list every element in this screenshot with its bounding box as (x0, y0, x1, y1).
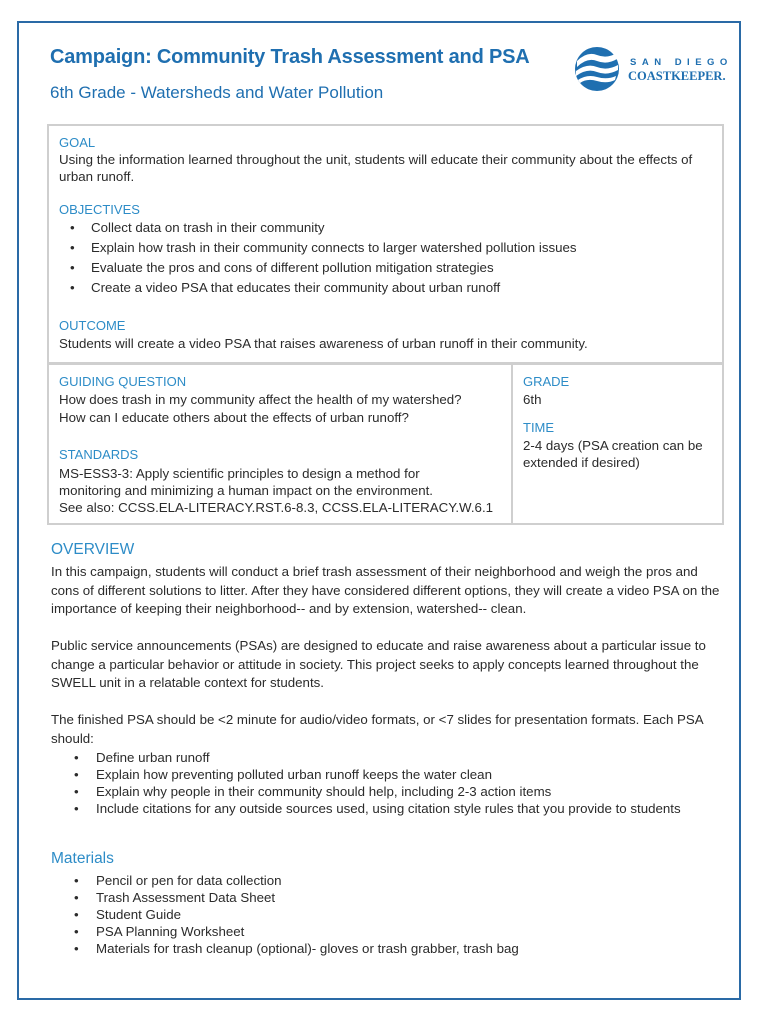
list-item: • Evaluate the pros and cons of different pollution mitigation strategies (91, 258, 712, 278)
objectives-list (59, 218, 712, 298)
logo-text-top: SAN DIEGO (630, 57, 733, 68)
page-title: Campaign: Community Trash Assessment and PSA (50, 46, 530, 68)
objectives-label: OBJECTIVES (59, 202, 140, 217)
list-item: • Define urban runoff (96, 749, 736, 766)
list-item: • Pencil or pen for data collection (96, 872, 723, 889)
outcome-text: Students will create a video PSA that raises awareness of urban runoff in their community. (59, 336, 588, 351)
list-item: • Explain why people in their community should help, including 2-3 action items (96, 783, 736, 800)
time-value: 2-4 days (PSA creation can be extended if desired) (523, 438, 703, 470)
coastkeeper-logo (572, 45, 733, 93)
standards-line: See also: CCSS.ELA-LITERACY.RST.6-8.3, CCSS.ELA-LITERACY.W.6.1 (59, 500, 494, 515)
grade-time-box (511, 363, 724, 525)
list-item: • PSA Planning Worksheet (96, 923, 723, 940)
guiding-question-line: How can I educate others about the effects of urban runoff? (59, 410, 409, 425)
list-item: • Create a video PSA that educates their community about urban runoff (91, 278, 712, 298)
materials-list (51, 872, 723, 957)
list-item: • Materials for trash cleanup (optional)- gloves or trash grabber, trash bag (96, 940, 723, 957)
guiding-question-label: GUIDING QUESTION (59, 374, 187, 389)
grade-value: 6th (523, 392, 542, 407)
standards-label: STANDARDS (59, 447, 139, 462)
psa-requirements (51, 749, 723, 817)
overview-paragraph: The finished PSA should be <2 minute for audio/video formats, or <7 slides for presentation formats. Each PSA should: (51, 712, 703, 746)
overview-heading: OVERVIEW (51, 541, 135, 558)
page-subtitle: 6th Grade - Watersheds and Water Pollution (50, 83, 384, 102)
guiding-question-box (47, 363, 513, 525)
outcome-label: OUTCOME (59, 318, 126, 333)
list-item: • Include citations for any outside sources used, using citation style rules that you provide to students (96, 800, 736, 817)
logo-text-bottom: COASTKEEPER. (628, 69, 726, 83)
time-label: TIME (523, 420, 555, 435)
list-item: • Explain how preventing polluted urban runoff keeps the water clean (96, 766, 736, 783)
list-item: • Trash Assessment Data Sheet (96, 889, 723, 906)
overview-paragraph: In this campaign, students will conduct a brief trash assessment of their neighborhood and weigh the pros and cons of different solutions to litter. After they have considered different options, they will create a video PSA on the importance of keeping their neighborhood-- and by extension, watershed-- clean. (51, 564, 720, 616)
overview-paragraph: Public service announcements (PSAs) are designed to educate and raise awareness about a particular issue to change a particular behavior or attitude in society. This project seeks to apply concepts learned throughout the SWELL unit in a relatable context for students. (51, 638, 706, 690)
materials-heading: Materials (51, 850, 114, 867)
list-item: • Student Guide (96, 906, 723, 923)
goal-label: GOAL (59, 135, 96, 150)
wave-logo-icon (572, 45, 622, 93)
goal-box (47, 124, 724, 364)
standards-line: monitoring and minimizing a human impact on the environment. (59, 483, 433, 498)
list-item: • Collect data on trash in their community (91, 218, 712, 238)
grade-label: GRADE (523, 374, 570, 389)
goal-text: Using the information learned throughout the unit, students will educate their community about the effects of urban runoff. (59, 152, 693, 184)
list-item: • Explain how trash in their community connects to larger watershed pollution issues (91, 238, 712, 258)
standards-line: MS-ESS3-3: Apply scientific principles to design a method for (59, 466, 420, 481)
guiding-question-line: How does trash in my community affect the health of my watershed? (59, 392, 462, 407)
